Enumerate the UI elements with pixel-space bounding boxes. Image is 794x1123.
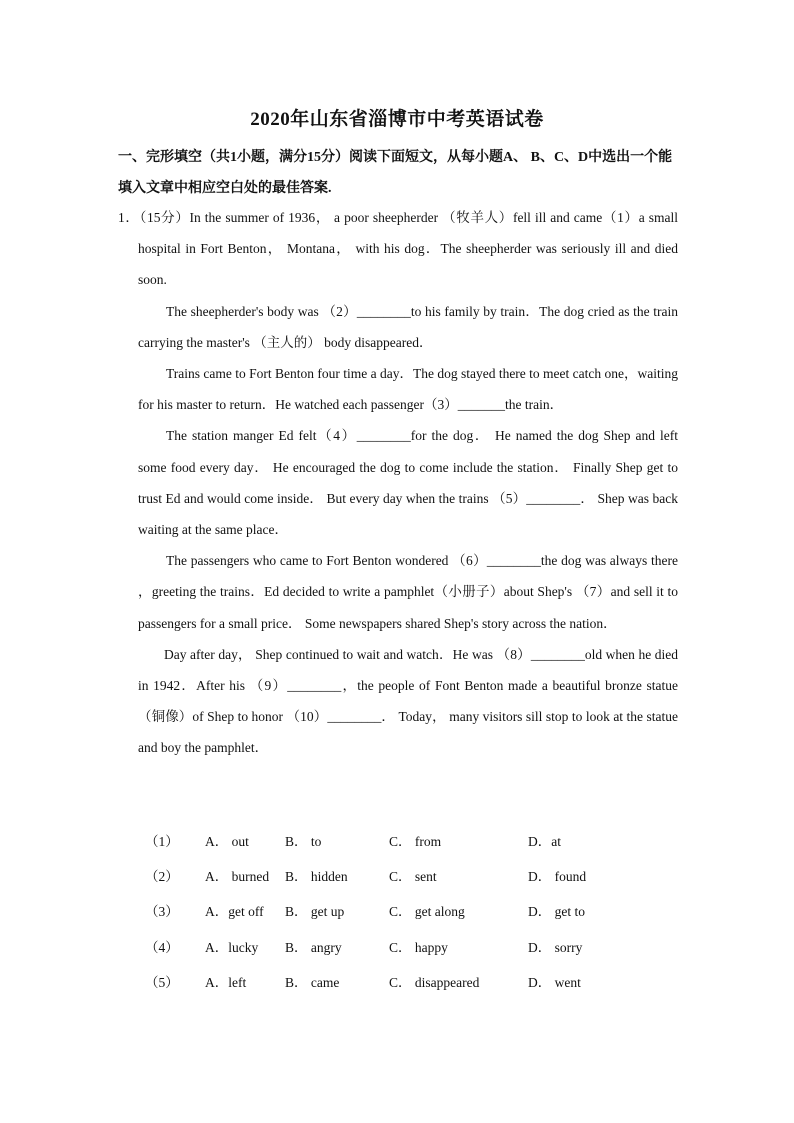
option-c: C． from [389,834,442,849]
option-b: B． angry [285,939,342,955]
option-number: （3） [145,904,179,920]
option-d: D． went [528,974,581,990]
option-number: （5） [145,974,179,990]
page-title: 2020年山东省淄博市中考英语试卷 [250,109,544,130]
option-a: A．left [205,974,247,990]
passage-paragraph: The station manger Ed felt（4）________for the dog． He named the dog Shep and left some food every day． He encouraged the dog to come include the station． Finally Shep get to trust Ed and would come inside． But every day when the trains （5）________． Shep was back waiting at the same place． [138,428,678,538]
option-b: B． hidden [285,869,348,885]
option-number: （2） [145,869,179,885]
option-row [145,898,665,933]
option-b: B． get up [285,904,345,920]
option-a: A．get off [205,904,264,920]
answer-options [145,828,665,1004]
passage-paragraph: Trains came to Fort Benton four time a day．The dog stayed there to meet catch one，waiting for his master to return．He watched each passenger（3）_______the train． [138,366,678,413]
option-a: A．lucky [205,939,259,955]
option-c: C． get along [389,904,465,920]
option-number: （1） [145,834,179,849]
option-c: C． happy [389,939,448,955]
option-c: C． sent [389,869,437,885]
option-row [145,863,665,898]
passage-paragraph: Day after day， Shep continued to wait and watch．He was （8）________old when he died in 1942．After his （9）________，the people of Font Benton made a beautiful bronze statue （铜像）of Shep to honor （10）________． Today， many visitors sill stop to look at the statue and boy the pamphlet． [138,646,678,756]
option-row [145,934,665,969]
option-d: D． sorry [528,939,583,955]
option-b: B． came [285,974,340,990]
option-d: D． found [528,869,587,885]
passage-paragraph: The sheepherder's body was （2）________to his family by train．The dog cried as the train carrying the master's （主人的） body disappeared． [138,303,678,350]
option-a: A． burned [205,869,270,885]
option-d: D． get to [528,904,585,920]
option-c: C． disappeared [389,974,480,990]
option-number: （4） [145,939,179,955]
option-row [145,828,665,863]
passage-paragraph: The passengers who came to Fort Benton wondered （6）________the dog was always there ，greeting the trains．Ed decided to write a pamphlet（小册子）about Shep's （7）and sell it to passengers for a small price． Some newspapers shared Shep's story across the nation． [138,553,678,631]
passage-paragraph: 1．（15分）In the summer of 1936， a poor sheepherder （牧羊人）fell ill and came（1）a small hospital in Fort Benton， Montana， with his dog．The sheepherder was seriously ill and died soon. [118,210,678,288]
option-b: B． to [285,834,322,849]
cloze-passage [118,202,678,764]
option-a: A． out [205,834,249,849]
section-heading: 一、完形填空（共1小题，满分15分）阅读下面短文，从每小题A、 B、C、D中选出一个能填入文章中相应空白处的最佳答案. [118,150,673,196]
option-row [145,969,665,1004]
option-d: D．at [528,834,561,849]
